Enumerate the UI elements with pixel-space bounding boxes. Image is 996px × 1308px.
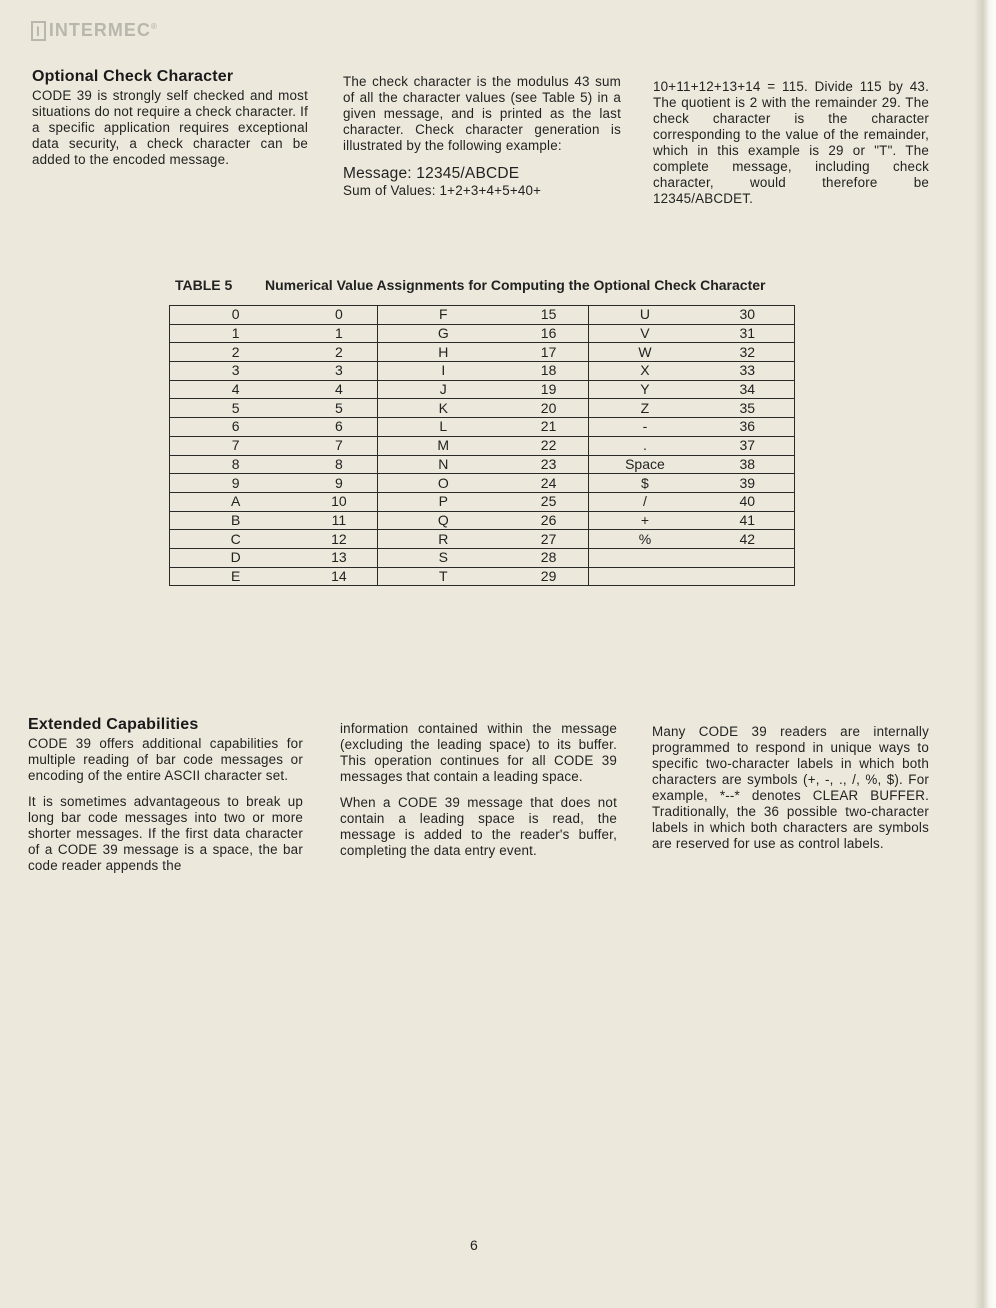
table-char-cell (589, 567, 701, 586)
table-value-cell: 13 (301, 548, 377, 567)
table-value-cell: 3 (301, 362, 377, 381)
table-char-cell: 5 (170, 399, 302, 418)
table-value-cell: 4 (301, 380, 377, 399)
table-char-cell: G (377, 324, 509, 343)
extended-right-column (652, 724, 929, 862)
table-value-cell: 7 (301, 436, 377, 455)
check-mid-column (343, 74, 621, 199)
table-char-cell: X (589, 362, 701, 381)
extended-left-paragraph-1: CODE 39 offers additional capabilities for multiple reading of bar code messages or encoding of the entire ASCII character set. (28, 736, 303, 783)
table-value-cell: 36 (701, 418, 795, 437)
table-char-cell: S (377, 548, 509, 567)
table-char-cell: W (589, 343, 701, 362)
table-row (170, 474, 795, 493)
table-char-cell: 3 (170, 362, 302, 381)
table-value-cell: 8 (301, 455, 377, 474)
table-char-cell: A (170, 492, 302, 511)
table-value-cell: 5 (301, 399, 377, 418)
table-value-cell: 31 (701, 324, 795, 343)
table-value-cell: 25 (509, 492, 589, 511)
logo-mark-icon: I (31, 21, 46, 41)
table-value-cell: 24 (509, 474, 589, 493)
table-char-cell: 2 (170, 343, 302, 362)
table-char-cell: U (589, 306, 701, 325)
table-char-cell: C (170, 530, 302, 549)
table-char-cell: 8 (170, 455, 302, 474)
intermec-logo: I INTERMEC® (31, 20, 158, 41)
table-char-cell: J (377, 380, 509, 399)
table-char-cell: $ (589, 474, 701, 493)
table-char-cell: D (170, 548, 302, 567)
table-char-cell: Z (589, 399, 701, 418)
table-char-cell: 9 (170, 474, 302, 493)
table-value-cell: 15 (509, 306, 589, 325)
table-value-cell: 11 (301, 511, 377, 530)
sum-of-values: Sum of Values: 1+2+3+4+5+40+ (343, 183, 542, 198)
table-row (170, 567, 795, 586)
table-value-cell: 35 (701, 399, 795, 418)
table-row (170, 530, 795, 549)
table-value-cell: 37 (701, 436, 795, 455)
extended-mid-column (340, 721, 617, 869)
table-char-cell: / (589, 492, 701, 511)
table-row (170, 324, 795, 343)
table-value-cell: 26 (509, 511, 589, 530)
table-char-cell: H (377, 343, 509, 362)
table-char-cell: % (589, 530, 701, 549)
table-row (170, 380, 795, 399)
table-label: TABLE 5 (175, 277, 233, 293)
table-value-cell: 9 (301, 474, 377, 493)
table-char-cell: P (377, 492, 509, 511)
check-mid-paragraph: The check character is the modulus 43 sum of all the character values (see Table 5) in a given message, and is printed as the last character. Check character generation is illustrated by the following example: (343, 74, 621, 153)
table-value-cell: 21 (509, 418, 589, 437)
table-char-cell: R (377, 530, 509, 549)
table-char-cell: Space (589, 455, 701, 474)
example-message: Message: 12345/ABCDE (343, 165, 520, 182)
check-right-paragraph: 10+11+12+13+14 = 115. Divide 115 by 43. The quotient is 2 with the remainder 29. The check character is the character corresponding to the value of the remainder, which in this example is 29 or "T". The complete message, including check character, would therefore be 12345/ABCDET. (653, 79, 929, 206)
table-char-cell: B (170, 511, 302, 530)
table-value-cell: 42 (701, 530, 795, 549)
table-row (170, 548, 795, 567)
table-char-cell: 7 (170, 436, 302, 455)
page-edge (974, 0, 996, 1308)
table-char-cell: I (377, 362, 509, 381)
table-char-cell: + (589, 511, 701, 530)
table-value-cell: 17 (509, 343, 589, 362)
table-value-cell: 32 (701, 343, 795, 362)
table-value-cell (701, 567, 795, 586)
table-value-cell: 18 (509, 362, 589, 381)
table-char-cell: E (170, 567, 302, 586)
table-row (170, 399, 795, 418)
table-caption (175, 277, 765, 293)
table-value-cell: 34 (701, 380, 795, 399)
table-row (170, 306, 795, 325)
table-value-cell: 12 (301, 530, 377, 549)
table-char-cell: 4 (170, 380, 302, 399)
table-value-cell: 20 (509, 399, 589, 418)
table-char-cell (589, 548, 701, 567)
extended-left-paragraph-2: It is sometimes advantageous to break up long bar code messages into two or more shorter messages. If the first data character of a CODE 39 message is a space, the bar code reader appends the (28, 794, 303, 873)
table-char-cell: M (377, 436, 509, 455)
table-value-cell: 22 (509, 436, 589, 455)
table-char-cell: 1 (170, 324, 302, 343)
table-value-cell: 38 (701, 455, 795, 474)
extended-heading: Extended Capabilities (28, 716, 199, 733)
table-row (170, 362, 795, 381)
value-table (169, 305, 795, 586)
table-value-cell: 29 (509, 567, 589, 586)
table-value-cell (701, 548, 795, 567)
extended-mid-paragraph-1: information contained within the message (excluding the leading space) to its buffer. This operation continues for all CODE 39 messages that contain a leading space. (340, 721, 617, 784)
table-value-cell: 14 (301, 567, 377, 586)
table-row (170, 343, 795, 362)
table-value-cell: 27 (509, 530, 589, 549)
extended-left-column (28, 717, 303, 884)
table-row (170, 492, 795, 511)
extended-right-paragraph: Many CODE 39 readers are internally programmed to respond in unique ways to specific two-character labels in which both characters are symbols (+, -, ., /, %, $). For example, *--* denotes CLEAR BUFFER. Traditionally, the 36 possible two-character labels in which both characters are symbols are reserved for use as control labels. (652, 724, 929, 851)
table-value-cell: 23 (509, 455, 589, 474)
table-value-cell: 30 (701, 306, 795, 325)
extended-mid-paragraph-2: When a CODE 39 message that does not contain a leading space is read, the message is added to the reader's buffer, completing the data entry event. (340, 795, 617, 858)
table-value-cell: 39 (701, 474, 795, 493)
table-value-cell: 16 (509, 324, 589, 343)
table-value-cell: 19 (509, 380, 589, 399)
table-value-cell: 41 (701, 511, 795, 530)
table-char-cell: - (589, 418, 701, 437)
table-char-cell: O (377, 474, 509, 493)
table-value-cell: 6 (301, 418, 377, 437)
table-char-cell: V (589, 324, 701, 343)
table-value-cell: 28 (509, 548, 589, 567)
page-number: 6 (470, 1237, 478, 1253)
table-row (170, 418, 795, 437)
table-char-cell: K (377, 399, 509, 418)
table-value-cell: 1 (301, 324, 377, 343)
table-title: Numerical Value Assignments for Computing the Optional Check Character (265, 277, 766, 293)
table-value-cell: 33 (701, 362, 795, 381)
table-char-cell: Q (377, 511, 509, 530)
table-char-cell: F (377, 306, 509, 325)
table-row (170, 436, 795, 455)
table-row (170, 511, 795, 530)
table-char-cell: N (377, 455, 509, 474)
table-value-cell: 2 (301, 343, 377, 362)
check-left-column (32, 69, 308, 178)
table-char-cell: 6 (170, 418, 302, 437)
check-left-paragraph: CODE 39 is strongly self checked and most situations do not require a check character. If a specific application requires exceptional data security, a check character can be added to the encoded message. (32, 88, 308, 167)
table-value-cell: 0 (301, 306, 377, 325)
table-value-cell: 40 (701, 492, 795, 511)
table-char-cell: . (589, 436, 701, 455)
check-right-column (653, 79, 929, 217)
table-char-cell: Y (589, 380, 701, 399)
table-char-cell: T (377, 567, 509, 586)
check-heading: Optional Check Character (32, 68, 234, 85)
table-char-cell: L (377, 418, 509, 437)
table-char-cell: 0 (170, 306, 302, 325)
table-row (170, 455, 795, 474)
table-value-cell: 10 (301, 492, 377, 511)
